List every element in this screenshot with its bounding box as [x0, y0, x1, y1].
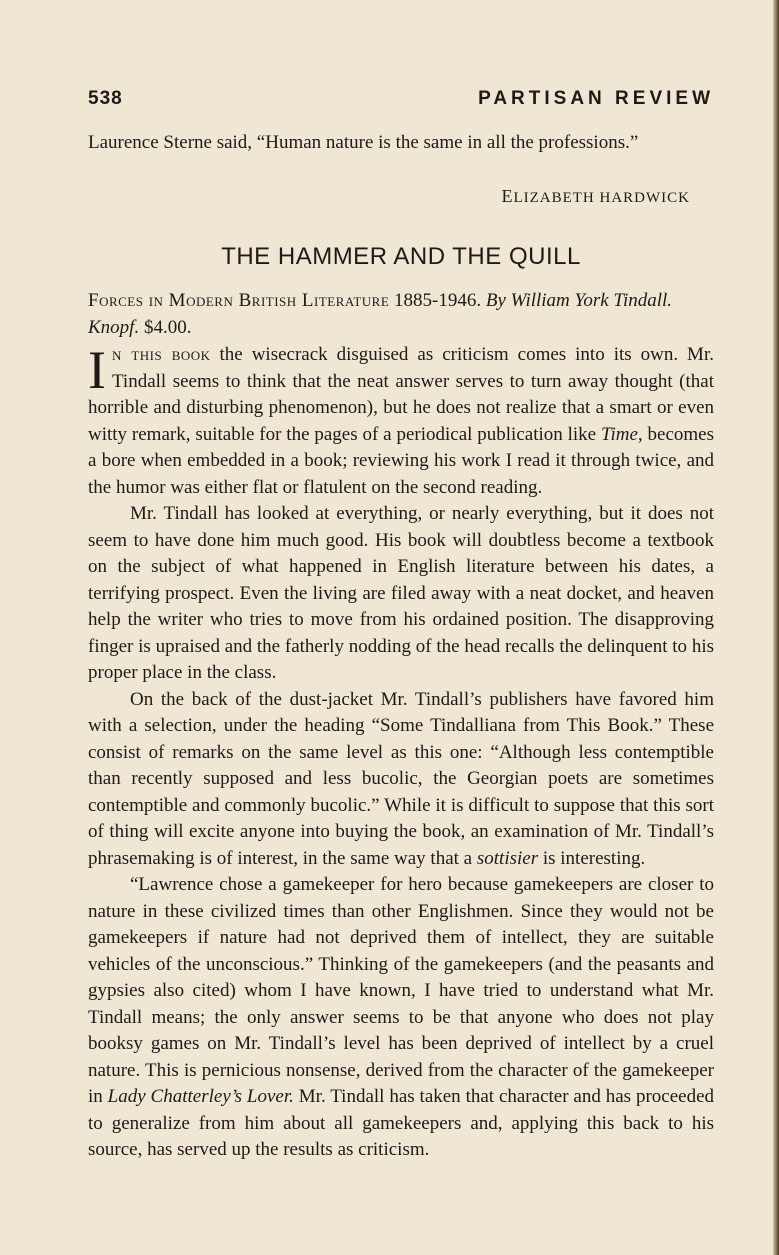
running-head	[88, 88, 714, 116]
italic-time: Time,	[600, 423, 643, 445]
essay-body	[88, 342, 714, 1164]
page-edge	[773, 0, 779, 1255]
book-price: $4.00.	[139, 316, 192, 338]
book-heading	[88, 288, 714, 341]
paragraph-4	[88, 872, 714, 1164]
reviewer-signature: ELIZABETH HARDWICK	[501, 186, 690, 206]
lead-words: n this book	[111, 344, 211, 365]
paragraph-3	[88, 687, 714, 873]
book-title: Forces in Modern British Literature	[88, 290, 390, 311]
italic-sottisier: sottisier	[476, 847, 539, 869]
italic-lady-chatterleys-lover: Lady Chatterley’s Lover.	[107, 1086, 294, 1107]
paragraph-1	[88, 342, 714, 501]
paragraph-1-body: the wisecrack disguised as criticism comes into its own. Mr. Tindall seems to think that the neat answer serves to turn away thought (that horrible and disturbing phenomenon), but he does not realize that a smart or even witty remark, suitable for the pages of a periodical publication like	[88, 344, 714, 445]
previous-review-ending	[88, 130, 714, 157]
drop-cap: I	[88, 340, 106, 400]
book-years: 1885-1946.	[389, 290, 486, 311]
paragraph-3-body: On the back of the dust-jacket Mr. Tindall’s publishers have favored him with a selection, under the heading “Some Tindalliana from This Book.” These consist of remarks on the same level as this one: “Although less contemptible than recently supposed and less bucolic, the Georgian poets are sometimes contemptible and commonly bucolic.” While it is difficult to suppose that this sort of thing will excite anyone into buying the book, an examination of Mr. Tindall’s phrasemaking is of interest, in the same way that a	[88, 688, 714, 869]
paragraph-3-end: is interesting.	[538, 847, 646, 869]
page-number: 538	[88, 88, 123, 109]
paragraph-4-end: Mr. Tindall has taken that character and has proceeded to generalize from him about all gamekeepers and, applying this back to his source, has served up the results as criticism.	[88, 1086, 715, 1160]
paragraph-1-end: becomes a bore when embedded in a book; reviewing his work I read it through twice, and the humor was either flat or flatulent on the second reading.	[88, 423, 714, 498]
book-author: By William York Tindall. Knopf.	[88, 290, 673, 338]
paragraph-4-body: “Lawrence chose a gamekeeper for hero because gamekeepers are closer to nature in these civilized times than other Englishmen. Since they would not be gamekeepers if nature had not deprived them of intellect, they are suitable vehicles of the unconscious.” Thinking of the gamekeepers (and the peasants and gypsies also cited) whom I have known, I have tried to understand what Mr. Tindall means; the only answer seems to be that anyone who does not play booksy games on Mr. Tindall’s level has been deprived of intellect by a cruel nature. This is pernicious nonsense, derived from the character of the gamekeeper in	[88, 874, 714, 1107]
essay-title: THE HAMMER AND THE QUILL	[221, 243, 581, 270]
paragraph-2: Mr. Tindall has looked at everything, or nearly everything, but it does not seem to have done him much good. His book will doubtless become a textbook on the subject of what happened in English literature between his dates, a terrifying prospect. Even the living are filed away with a neat docket, and heaven help the writer who tries to move from his ordained position. The disapproving finger is upraised and the fatherly nodding of the head recalls the delinquent to his proper place in the class.	[88, 503, 714, 683]
previous-review-closing-text: Laurence Sterne said, “Human nature is the same in all the professions.”	[88, 132, 639, 153]
journal-title: PARTISAN REVIEW	[478, 88, 714, 109]
